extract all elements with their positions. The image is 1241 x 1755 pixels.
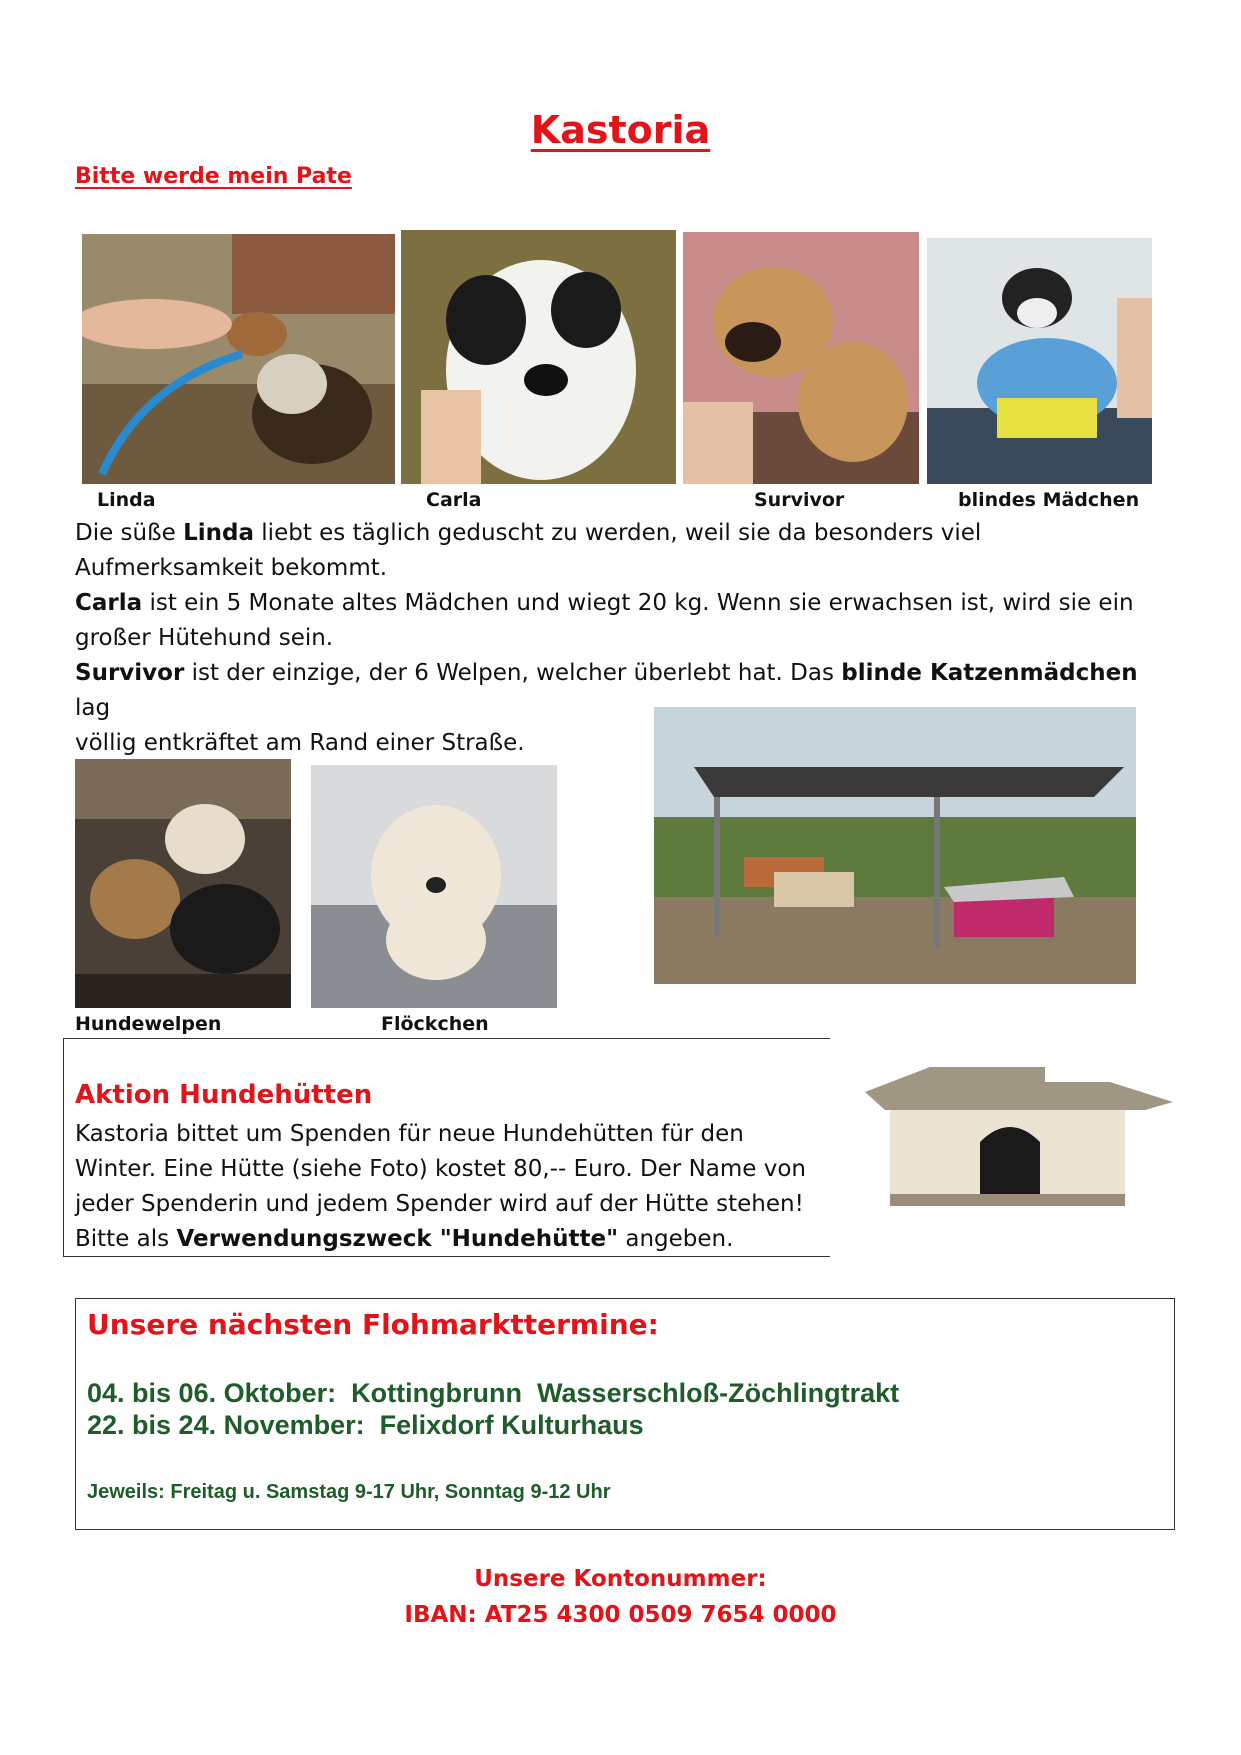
caption-survivor: Survivor (754, 489, 845, 511)
caption-linda: Linda (97, 489, 156, 511)
flohmarkt-date-1: 04. bis 06. Oktober: Kottingbrunn Wasserschloß-Zöchlingtrakt (87, 1378, 900, 1408)
name-survivor: Survivor (75, 660, 185, 686)
page-title: Kastoria (530, 108, 711, 152)
page-subtitle: Bitte werde mein Pate (75, 164, 352, 189)
caption-carla: Carla (426, 489, 482, 511)
caption-floeckchen: Flöckchen (381, 1013, 489, 1035)
flohmarkt-date-2: 22. bis 24. November: Felixdorf Kulturhaus (87, 1410, 644, 1440)
konto-label: Unsere Kontonummer: (474, 1566, 767, 1592)
caption-hundewelpen: Hundewelpen (75, 1013, 222, 1035)
photo-carla (401, 230, 676, 484)
photo-blindes-maedchen (927, 238, 1152, 484)
photo-hundewelpen (75, 759, 291, 1008)
photo-hundehuette (845, 1062, 1175, 1214)
story-paragraph: Die süße Linda liebt es täglich geduscht zu werden, weil sie da besonders viel Aufmerksamkeit bekommt. Carla ist ein 5 Monate altes Mädchen und wiegt 20 kg. Wenn sie erwachsen ist, wird sie ein großer Hütehund sein. Survivor ist der einzige, der 6 Welpen, welcher überlebt hat. Das blinde Katzenmädchen lag völlig entkräftet am Rand einer Straße. (75, 520, 1138, 756)
name-linda: Linda (183, 520, 254, 546)
caption-blindes-maedchen: blindes Mädchen (958, 489, 1140, 511)
konto-iban: IBAN: AT25 4300 0509 7654 0000 (404, 1602, 837, 1628)
name-carla: Carla (75, 590, 143, 616)
photo-linda (82, 234, 395, 484)
photo-gehege (654, 707, 1136, 984)
aktion-title: Aktion Hundehütten (75, 1080, 373, 1110)
flohmarkt-title: Unsere nächsten Flohmarkttermine: (87, 1308, 659, 1341)
photo-floeckchen (311, 765, 557, 1008)
flohmarkt-hours: Jeweils: Freitag u. Samstag 9-17 Uhr, Sonntag 9-12 Uhr (87, 1481, 611, 1503)
photo-survivor (683, 232, 919, 484)
aktion-text: Kastoria bittet um Spenden für neue Hundehütten für den Winter. Eine Hütte (siehe Foto) kostet 80,-- Euro. Der Name von jeder Spenderin und jedem Spender wird auf der Hütte stehen! Bitte als Verwendungszweck "Hundehütte" angeben. (75, 1121, 807, 1252)
